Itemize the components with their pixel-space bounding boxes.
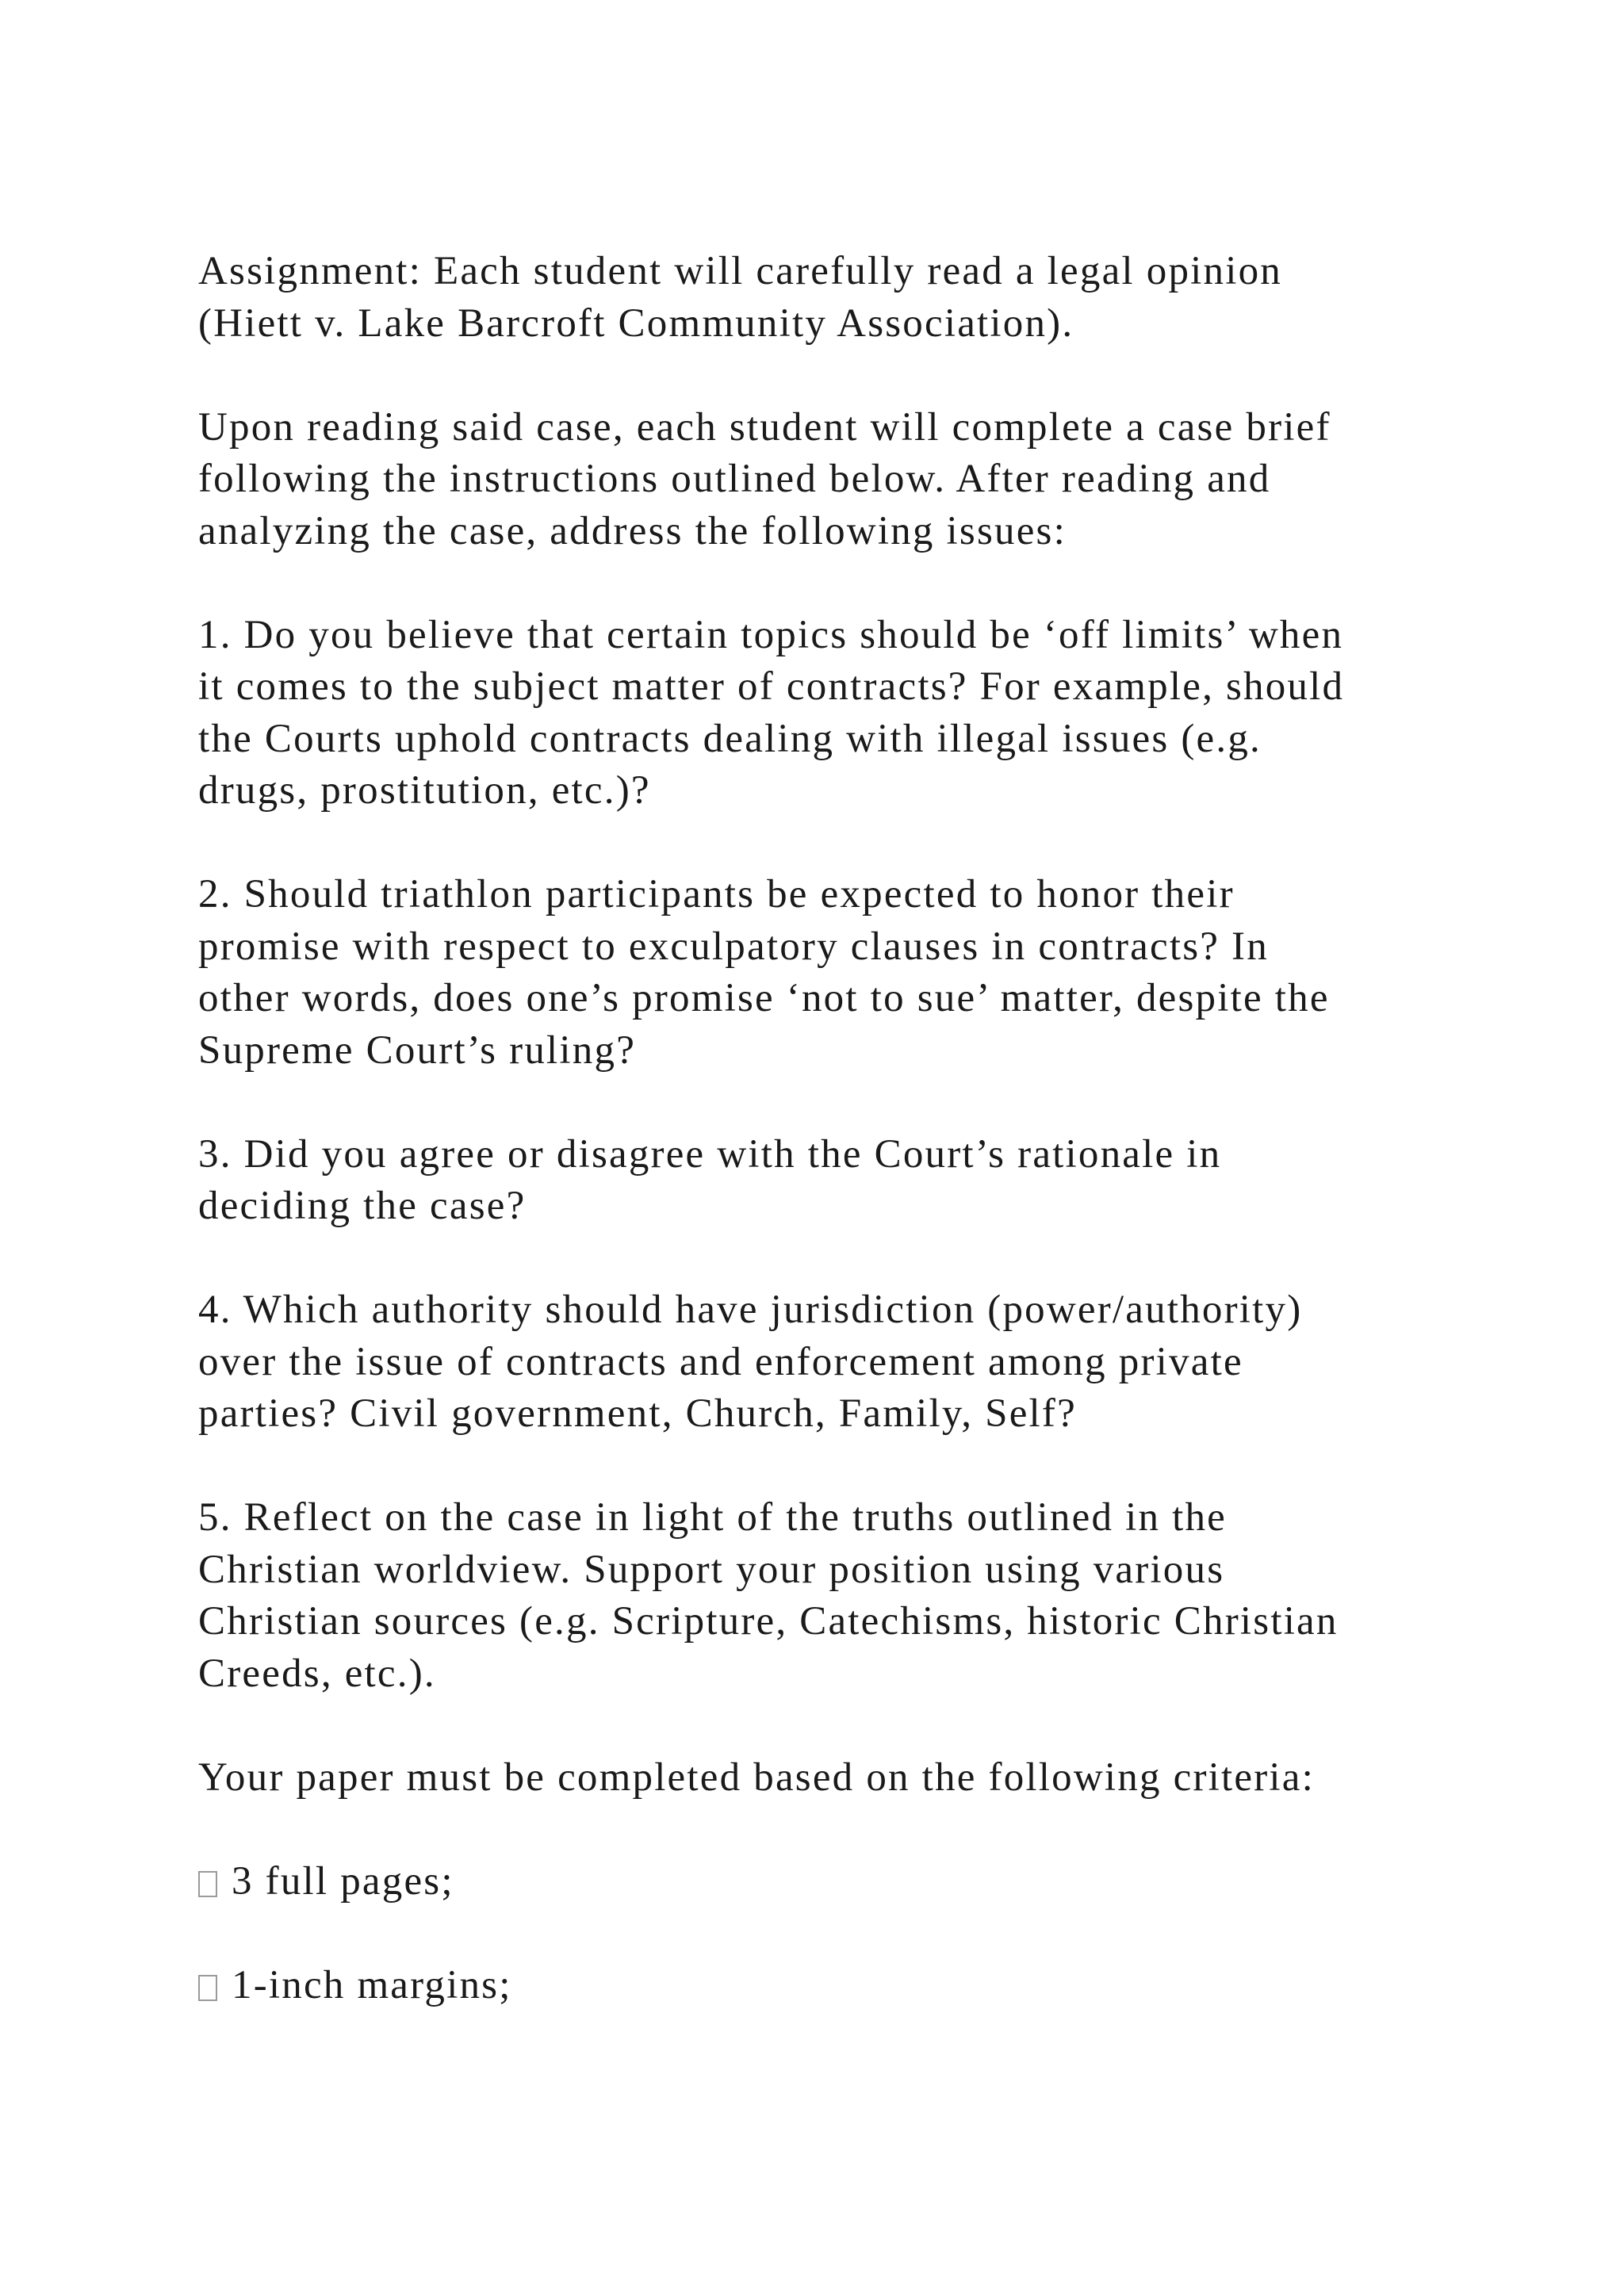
missing-glyph-bullet-icon (198, 1871, 217, 1897)
text-line: following the instructions outlined below. After reading and (198, 457, 1271, 501)
text-line: promise with respect to exculpatory clauses in contracts? In (198, 924, 1269, 969)
text-line: other words, does one’s promise ‘not to sue’ matter, despite the (198, 976, 1330, 1020)
text-line: 3. Did you agree or disagree with the Court’s rationale in (198, 1131, 1222, 1177)
issue-2 (198, 869, 1499, 1077)
criteria-item-margins (198, 1960, 1499, 2012)
assignment-intro (198, 246, 1499, 350)
missing-glyph-bullet-icon (198, 1975, 217, 2001)
text-line: drugs, prostitution, etc.)? (198, 768, 651, 813)
text-line: deciding the case? (198, 1184, 527, 1228)
criteria-heading (198, 1752, 1499, 1804)
issue-3 (198, 1129, 1499, 1233)
text-line: parties? Civil government, Church, Family, Self? (198, 1391, 1077, 1436)
text-line: the Courts uphold contracts dealing with illegal issues (e.g. (198, 716, 1262, 761)
criteria-text: 3 full pages; (232, 1858, 454, 1904)
text-line: Assignment: Each student will carefully read a legal opinion (198, 249, 1282, 293)
text-line: 1. Do you believe that certain topics should be ‘off limits’ when (198, 612, 1344, 657)
text-line: 5. Reflect on the case in light of the truths outlined in the (198, 1495, 1228, 1540)
text-line: 2. Should triathlon participants be expected to honor their (198, 872, 1235, 916)
text-line: Supreme Court’s ruling? (198, 1027, 637, 1073)
document-body (198, 246, 1499, 2064)
instructions-paragraph (198, 402, 1499, 558)
text-line: Your paper must be completed based on the following criteria: (198, 1755, 1315, 1800)
text-line: over the issue of contracts and enforcement among private (198, 1339, 1243, 1384)
text-line: Creeds, etc.). (198, 1651, 436, 1696)
text-line: Christian sources (e.g. Scripture, Catechisms, historic Christian (198, 1599, 1339, 1644)
text-line: 4. Which authority should have jurisdiction (power/authority) (198, 1288, 1303, 1332)
text-line: Christian worldview. Support your position using various (198, 1547, 1225, 1592)
criteria-text: 1-inch margins; (232, 1962, 512, 2007)
criteria-item-pages (198, 1856, 1499, 1908)
issue-1 (198, 610, 1499, 817)
text-line: Upon reading said case, each student will complete a case brief (198, 404, 1331, 450)
criteria-line (198, 1960, 1499, 2012)
criteria-line (198, 1856, 1499, 1908)
issue-4 (198, 1284, 1499, 1441)
text-line: it comes to the subject matter of contracts? For example, should (198, 664, 1345, 709)
text-line: (Hiett v. Lake Barcroft Community Association). (198, 300, 1074, 346)
text-line: analyzing the case, address the following issues: (198, 508, 1067, 553)
issue-5 (198, 1492, 1499, 1700)
